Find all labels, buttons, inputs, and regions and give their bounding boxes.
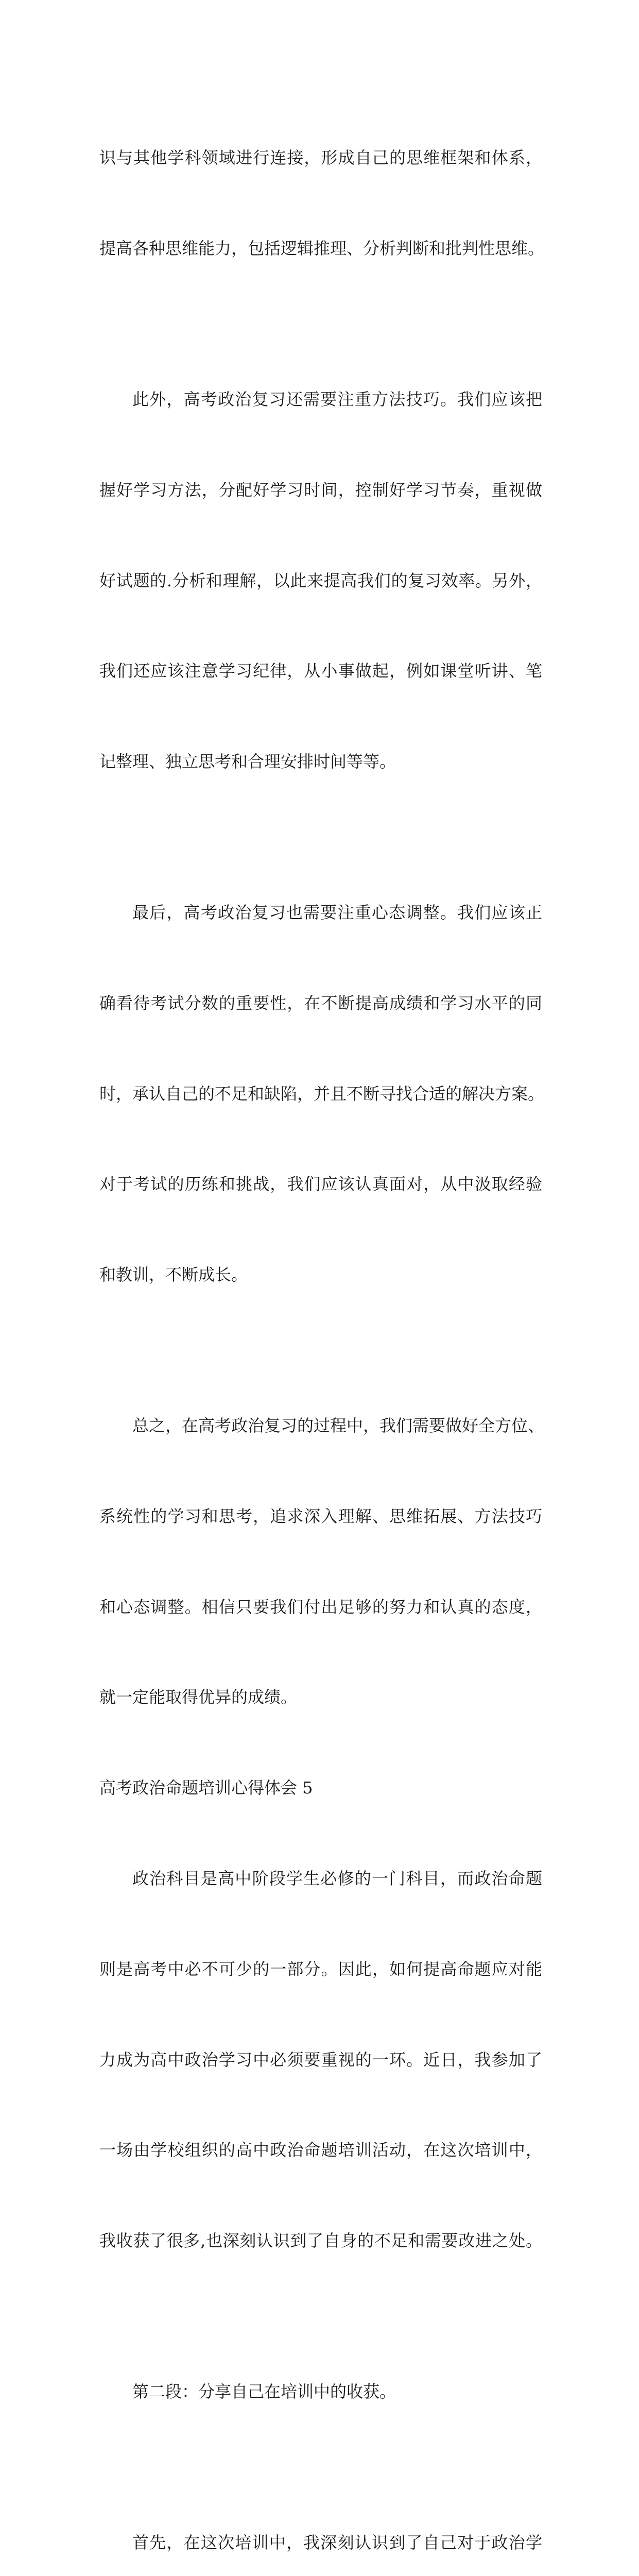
text-line: 则是高考中必不可少的一部分。因此，如何提高命题应对能 xyxy=(99,1959,542,1979)
text-line: 记整理、独立思考和合理安排时间等等。 xyxy=(99,752,396,772)
section-heading: 高考政治命题培训心得体会 5 xyxy=(99,1778,313,1798)
text-line: 握好学习方法，分配好学习时间，控制好学习节奏，重视做 xyxy=(99,480,542,500)
paragraph-4 xyxy=(99,1350,545,1773)
text-line: 识与其他学科领域进行连接，形成自己的思维框架和体系， xyxy=(99,148,542,168)
text-line: 时，承认自己的不足和缺陷，并且不断寻找合适的解决方案。 xyxy=(99,1083,545,1104)
text-line: 确看待考试分数的重要性，在不断提高成绩和学习水平的同 xyxy=(99,993,542,1013)
text-line: 政治科目是高中阶段学生必修的一门科目，而政治命题 xyxy=(132,1869,542,1889)
text-line: 和心态调整。相信只要我们付出足够的努力和认真的态度， xyxy=(99,1597,542,1617)
text-line: 就一定能取得优异的成绩。 xyxy=(99,1687,298,1707)
text-line: 我收获了很多,也深刻认识到了自身的不足和需要改进之处。 xyxy=(99,2231,542,2251)
text-line: 和教训，不断成长。 xyxy=(99,1265,248,1285)
text-line: 一场由学校组织的高中政治命题培训活动，在这次培训中， xyxy=(99,2140,542,2160)
body-text xyxy=(99,82,545,2576)
text-line: 第二段：分享自己在培训中的收获。 xyxy=(132,2382,396,2402)
paragraph-2 xyxy=(99,324,542,837)
paragraph-5 xyxy=(99,1803,542,2316)
paragraph-7 xyxy=(99,2467,542,2576)
text-line: 最后，高考政治复习也需要注重心态调整。我们应该正 xyxy=(132,903,542,923)
text-line: 对于考试的历练和挑战，我们应该认真面对，从中汲取经验 xyxy=(99,1174,542,1194)
paragraph-6 xyxy=(99,2316,542,2467)
paragraph-1 xyxy=(99,82,545,324)
text-line: 好试题的.分析和理解，以此来提高我们的复习效率。另外， xyxy=(99,570,542,590)
text-line: 此外，高考政治复习还需要注重方法技巧。我们应该把 xyxy=(132,389,542,409)
text-line: 首先，在这次培训中，我深刻认识到了自己对于政治学 xyxy=(132,2533,542,2553)
text-line: 我们还应该注意学习纪律，从小事做起，例如课堂听讲、笔 xyxy=(99,661,542,681)
text-line: 提高各种思维能力，包括逻辑推理、分析判断和批判性思维。 xyxy=(99,238,545,258)
text-line: 力成为高中政治学习中必须要重视的一环。近日，我参加了 xyxy=(99,2049,542,2070)
text-line: 系统性的学习和思考，追求深入理解、思维拓展、方法技巧 xyxy=(99,1506,542,1526)
paragraph-3 xyxy=(99,837,545,1350)
text-line: 总之，在高考政治复习的过程中，我们需要做好全方位、 xyxy=(132,1416,545,1436)
